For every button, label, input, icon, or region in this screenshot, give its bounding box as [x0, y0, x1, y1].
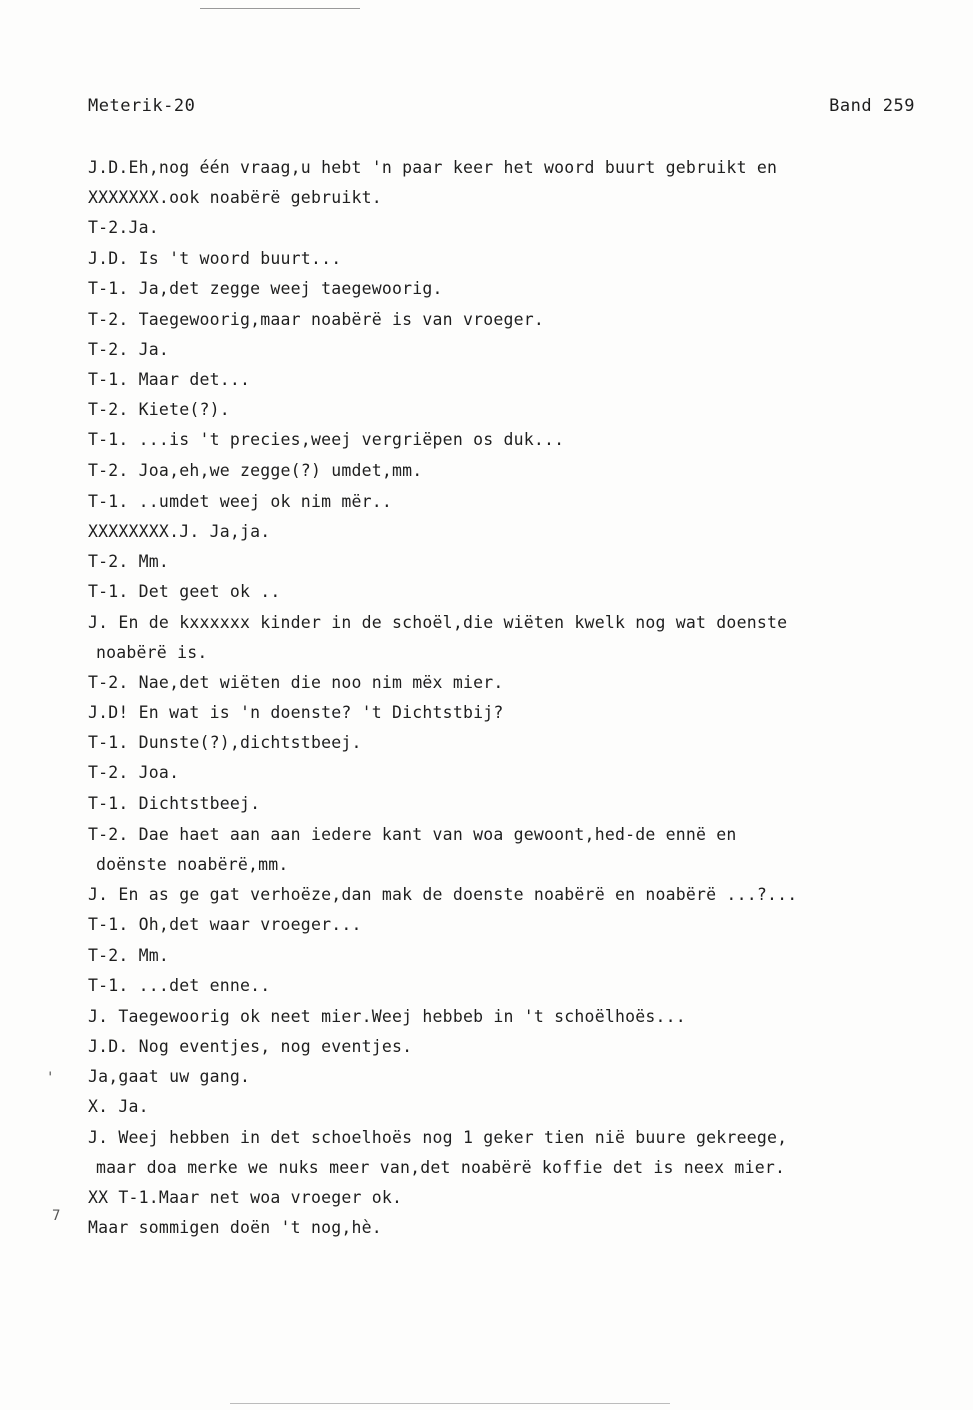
transcript-line: T-1. ...is 't precies,weej vergriëpen os duk...: [88, 430, 565, 449]
transcript-line: T-1. Ja,det zegge weej taegewoorig.: [88, 279, 443, 298]
document-id: Meterik-20: [88, 96, 196, 116]
transcript-line: T-2. Nae,det wiëten die noo nim mëx mier.: [88, 673, 504, 692]
margin-mark: ': [46, 1070, 55, 1086]
transcript-line: XXXXXXX.ook noabërë gebruikt.: [88, 188, 382, 207]
margin-mark: 7: [52, 1208, 61, 1224]
transcript-line: X. Ja.: [88, 1097, 149, 1116]
bottom-rule: [230, 1403, 670, 1404]
transcript-line: T-2. Mm.: [88, 946, 170, 965]
transcript-line: T-2. Joa,eh,we zegge(?) umdet,mm.: [88, 461, 423, 480]
transcript-line: T-1. Det geet ok ..: [88, 582, 281, 601]
transcript-line: maar doa merke we nuks meer van,det noabërë koffie det is neex mier.: [96, 1158, 786, 1177]
transcript-line: T-2. Dae haet aan aan iedere kant van woa gewoont,hed-de ennë en: [88, 825, 737, 844]
transcript-line: T-2. Mm.: [88, 552, 170, 571]
transcript-line: J.D. Nog eventjes, nog eventjes.: [88, 1037, 413, 1056]
transcript-line: T-2. Taegewoorig,maar noabërë is van vroeger.: [88, 310, 545, 329]
transcript-line: T-1. Dichtstbeej.: [88, 794, 261, 813]
transcript-line: T-2. Ja.: [88, 340, 170, 359]
transcript-line: T-2.Ja.: [88, 218, 159, 237]
transcript-line: noabërë is.: [96, 643, 208, 662]
transcript-line: XXXXXXXX.J. Ja,ja.: [88, 522, 271, 541]
top-rule: [200, 8, 360, 9]
transcript-line: Ja,gaat uw gang.: [88, 1067, 251, 1086]
transcript-line: J.D.Eh,nog één vraag,u hebt 'n paar keer het woord buurt gebruikt en: [88, 158, 778, 177]
transcript-line: J.D. Is 't woord buurt...: [88, 249, 342, 268]
transcript-line: J.D! En wat is 'n doenste? 't Dichtstbij?: [88, 703, 504, 722]
transcript-line: XX T-1.Maar net woa vroeger ok.: [88, 1188, 403, 1207]
transcript-line: J. En de kxxxxxx kinder in de schoël,die wiëten kwelk nog wat doenste: [88, 613, 788, 632]
transcript-line: J. Taegewoorig ok neet mier.Weej hebbeb in 't schoëlhoës...: [88, 1007, 686, 1026]
transcript-line: T-1. Oh,det waar vroeger...: [88, 915, 362, 934]
transcript-line: T-2. Kiete(?).: [88, 400, 230, 419]
transcript-line: Maar sommigen doën 't nog,hè.: [88, 1218, 382, 1237]
transcript-line: T-1. ..umdet weej ok nim mër..: [88, 492, 393, 511]
transcript-line: doënste noabërë,mm.: [96, 855, 289, 874]
transcript-line: T-2. Joa.: [88, 763, 180, 782]
band-number: Band 259: [829, 96, 915, 116]
transcript-line: T-1. Dunste(?),dichtstbeej.: [88, 733, 362, 752]
transcript-line: J. En as ge gat verhoëze,dan mak de doenste noabërë en noabërë ...?...: [88, 885, 798, 904]
transcript-line: J. Weej hebben in det schoelhoës nog 1 geker tien nië buure gekreege,: [88, 1128, 788, 1147]
transcript-line: T-1. Maar det...: [88, 370, 251, 389]
transcript-line: T-1. ...det enne..: [88, 976, 271, 995]
